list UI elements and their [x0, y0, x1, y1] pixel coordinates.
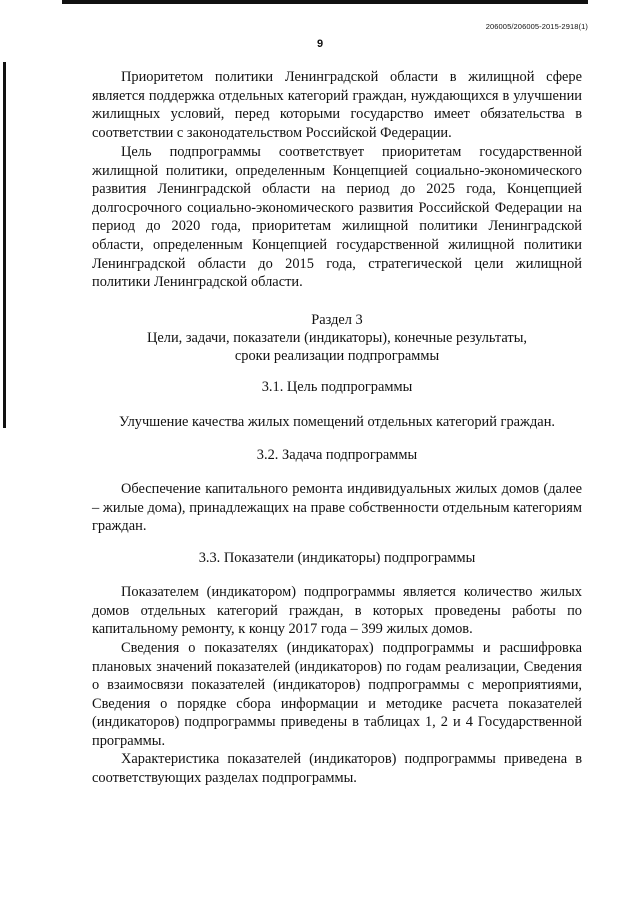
- subsection-task-text: Обеспечение капитального ремонта индивидуальных жилых домов (далее – жилые дома), принадлежащих на праве собственности отдельным категориям граждан.: [92, 481, 582, 535]
- subsection-goal-heading: 3.1. Цель подпрограммы: [261, 379, 413, 395]
- left-margin-mark: [3, 62, 6, 428]
- paragraph-goal-alignment: Цель подпрограммы соответствует приоритетам государственной жилищной политики, определенным Концепцией социально-экономического развития Ленинградской области на период до 2025 года, Концепцией долгосрочного социально-экономического развития Российской Федерации на период до 2020 года, приоритетам жилищной политики Ленинградской области, определенным Концепцией государственной жилищной политики Ленинградской области до 2015 года, стратегической цели жилищной политики Ленинградской области.: [92, 144, 582, 291]
- indicators-paragraph-2: Сведения о показателях (индикаторах) подпрограммы и расшифровка плановых значений показателей (индикаторов) по годам реализации, Сведения о взаимосвязи показателей (индикаторов) подпрограммы с мероприятиями, Сведения о порядке сбора информации и методике расчета показателей (индикаторов) подпрограммы приведены в таблицах 1, 2 и 4 Государственной программы.: [92, 640, 582, 749]
- subsection-task-heading: 3.2. Задача подпрограммы: [256, 447, 418, 463]
- page-number: 9: [316, 38, 324, 50]
- subsection-indicators-heading: 3.3. Показатели (индикаторы) подпрограммы: [198, 550, 476, 566]
- document-code: 206005/206005-2015-2918(1): [485, 22, 588, 31]
- indicators-paragraph-3: Характеристика показателей (индикаторов) подпрограммы приведена в соответствующих разделах подпрограммы.: [92, 751, 582, 786]
- section-title-line2: сроки реализации подпрограммы: [234, 348, 440, 364]
- indicators-paragraph-1: Показателем (индикатором) подпрограммы является количество жилых домов отдельных категорий граждан, в которых проведены работы по капитальному ремонту, к концу 2017 года – 399 жилых домов.: [92, 584, 582, 638]
- top-scan-border: [62, 0, 588, 4]
- paragraph-priority: Приоритетом политики Ленинградской области в жилищной сфере является поддержка отдельных категорий граждан, нуждающихся в улучшении жилищных условий, перед которыми государство имеет обязательства в соответствии с законодательством Российской Федерации.: [92, 69, 582, 141]
- subsection-goal-text: Улучшение качества жилых помещений отдельных категорий граждан.: [119, 414, 555, 430]
- section-number: Раздел 3: [311, 312, 363, 328]
- section-title-line1: Цели, задачи, показатели (индикаторы), конечные результаты,: [147, 330, 527, 346]
